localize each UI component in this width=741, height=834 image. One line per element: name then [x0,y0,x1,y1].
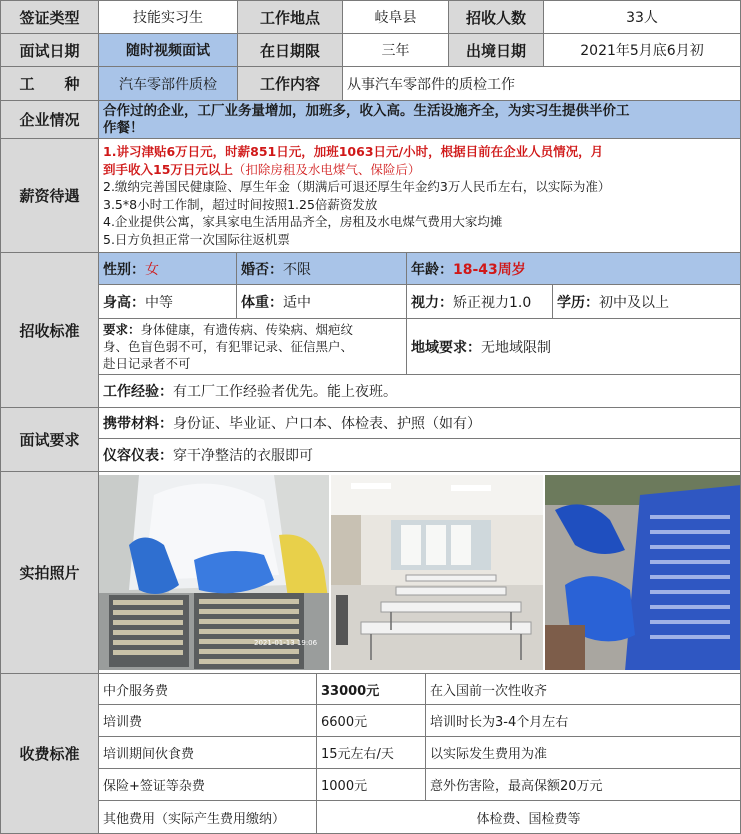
requirements-line-1 [103,321,353,338]
interview-date-value: 随时视频面试 [99,34,238,67]
fee-note-3: 意外伤害险，最高保额20万元 [426,769,741,801]
experience-label: 工作经验： [103,384,173,400]
photo-canteen-image [331,475,543,670]
fee-note-0: 在入国前一次性收齐 [426,674,741,705]
term-value: 三年 [343,34,449,67]
row-interview-req [0,408,741,472]
experience-value: 有工厂工作经验者优先。能上夜班。 [173,384,397,400]
fee-note-2: 以实际发生费用为准 [426,737,741,769]
photo-parts-tray [545,475,741,670]
gender-label: 性别： [103,261,145,278]
photo-timestamp: 2021-01-13 19:06 [254,639,318,647]
vision-cell [407,285,553,319]
company-label: 企业情况 [0,101,99,139]
height-cell [99,285,237,319]
fee-other-item: 其他费用（实际产生费用缴纳） [99,801,317,834]
appearance-cell [99,439,741,472]
visa-type-label: 签证类型 [0,1,99,34]
salary-details [99,139,741,253]
salary-line-3: 2.缴纳完善国民健康险、厚生年金（期满后可退还厚生年金约3万人民币左右，以实际为准） [103,179,611,194]
requirements-cell [99,319,407,375]
row-visa [0,0,741,34]
experience-cell [99,375,741,408]
company-line-1: 合作过的企业，工厂业务量增加，加班多，收入高。生活设施齐全，为实习生提供半价工 [103,102,630,119]
departure-label: 出境日期 [449,34,544,67]
salary-line-2 [103,161,420,179]
standards-label: 招收标准 [0,253,99,408]
interview-req-label: 面试要求 [0,408,99,472]
materials-value: 身份证、毕业证、户口本、体检表、护照（如有） [173,416,481,432]
vision-value: 矫正视力1.0 [453,294,532,311]
height-value: 中等 [145,294,173,311]
departure-value: 2021年5月底6月初 [544,34,741,67]
region-label: 地域要求： [411,339,481,356]
fees-label: 收费标准 [0,674,99,834]
requirements-label: 要求： [103,322,141,337]
photo-canteen [331,475,543,670]
gender-cell [99,253,237,285]
salary-line-5: 4.企业提供公寓，家具家电生活用品齐全，房租及水电煤气费用大家均摊 [103,214,503,229]
education-value: 初中及以上 [599,294,669,311]
fee-item-2: 培训期间伙食费 [99,737,317,769]
appearance-value: 穿干净整洁的衣服即可 [173,448,313,464]
requirements-text-1: 身体健康，有遗传病、传染病、烟疤纹 [140,322,354,337]
fee-item-3: 保险+签证等杂费 [99,769,317,801]
salary-line-1: 1.讲习津贴6万日元，时薪851日元，加班1063日元/小时，根据目前在企业人员情况，月 [103,144,604,159]
appearance-label: 仪容仪表： [103,448,173,464]
age-value: 18-43周岁 [453,261,526,278]
job-content-value: 从事汽车零部件的质检工作 [343,67,741,101]
fee-item-0: 中介服务费 [99,674,317,705]
salary-label: 薪资待遇 [0,139,99,253]
row-company [0,101,741,139]
photo-inspection-worker-image [99,475,329,670]
weight-cell [237,285,407,319]
row-salary [0,139,741,253]
vision-label: 视力： [411,294,453,311]
materials-label: 携带材料： [103,416,173,432]
salary-line-6: 5.日方负担正常一次国际往返机票 [103,231,290,247]
salary-line-2-note: （扣除房租及水电煤气、保险后） [232,161,421,177]
headcount-label: 招收人数 [449,1,544,34]
photos-label: 实拍照片 [0,472,99,674]
work-location-value: 岐阜县 [343,1,449,34]
requirements-line-2: 身、色盲色弱不可，有犯罪记录、征信黑户、 [103,339,354,354]
photo-parts-tray-image [545,475,741,670]
job-type-label: 工 种 [0,67,99,101]
gender-value: 女 [145,261,159,278]
fee-amount-1: 6600元 [317,705,426,737]
education-label: 学历： [557,294,599,311]
weight-value: 适中 [283,294,311,311]
fee-item-1: 培训费 [99,705,317,737]
requirements-line-3: 赴日记录者不可 [103,356,191,371]
headcount-value: 33人 [544,1,741,34]
job-content-label: 工作内容 [238,67,343,101]
weight-label: 体重： [241,294,283,311]
salary-line-4: 3.5*8小时工作制，超过时间按照1.25倍薪资发放 [103,196,378,212]
fee-other-note: 体检费、国检费等 [317,801,741,834]
fee-amount-2: 15元左右/天 [317,737,426,769]
visa-type-value: 技能实习生 [99,1,238,34]
fee-amount-0: 33000元 [317,674,426,705]
age-label: 年龄： [411,261,453,278]
education-cell [553,285,741,319]
region-cell [407,319,741,375]
photo-inspection-worker [99,475,329,670]
interview-date-label: 面试日期 [0,34,99,67]
materials-cell [99,408,741,439]
row-standards [0,253,741,408]
marital-value: 不限 [283,261,311,278]
row-photos [0,472,741,674]
row-fees [0,674,741,834]
company-line-2: 作餐！ [103,119,144,136]
fee-note-1: 培训时长为3-4个月左右 [426,705,741,737]
age-cell [407,253,741,285]
row-interview-date [0,34,741,67]
salary-line-2-highlight: 到手收入15万日元以上 [103,161,233,177]
height-label: 身高： [103,294,145,311]
work-location-label: 工作地点 [238,1,343,34]
marital-cell [237,253,407,285]
region-value: 无地域限制 [481,339,551,356]
fee-amount-3: 1000元 [317,769,426,801]
row-job [0,67,741,101]
job-type-value: 汽车零部件质检 [99,67,238,101]
company-description [99,101,741,139]
photos-cell [99,472,741,674]
term-label: 在日期限 [238,34,343,67]
marital-label: 婚否： [241,261,283,278]
